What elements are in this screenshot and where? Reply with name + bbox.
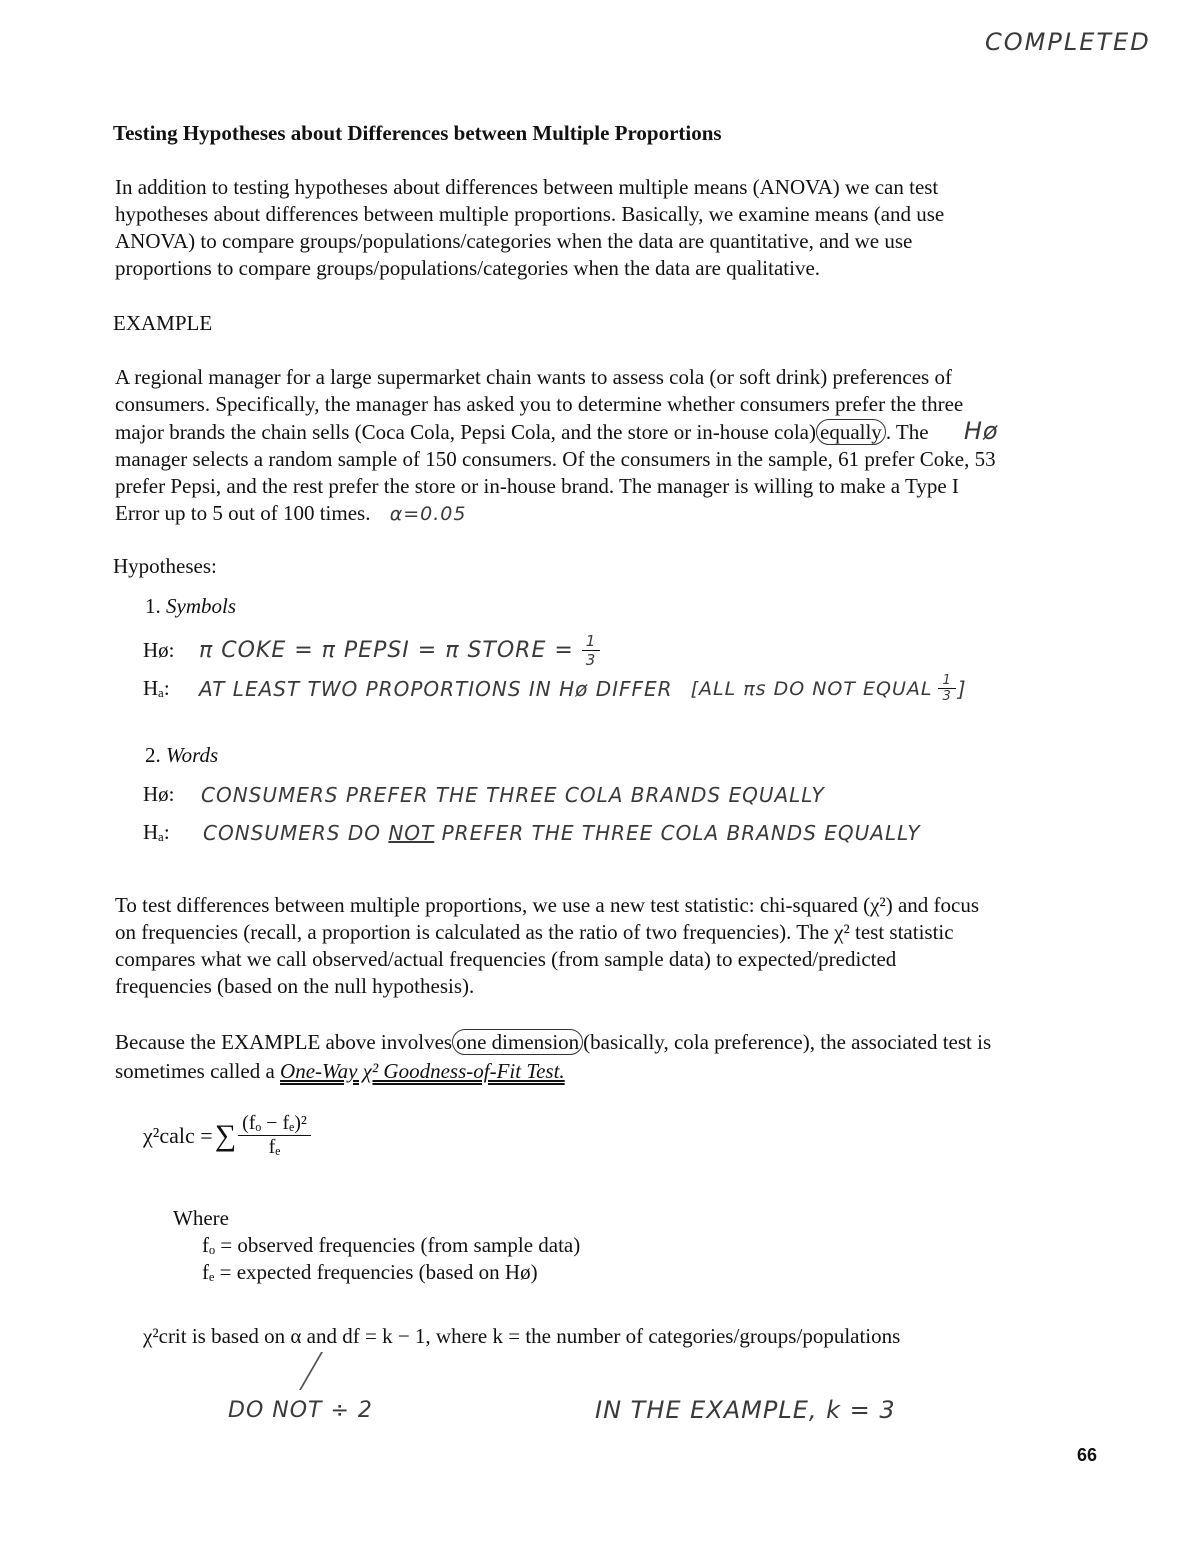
chi-squared-paragraph [115, 892, 1105, 1000]
chi-line: on frequencies (recall, a proportion is calculated as the ratio of two frequencies). The χ² test statistic [115, 920, 954, 944]
formula-denominator: fₑ [268, 1136, 281, 1158]
handwritten-do-not-divide: DO NOT ÷ 2 [228, 1398, 373, 1423]
intro-line: ANOVA) to compare groups/populations/categories when the data are quantitative, and we use [115, 229, 913, 253]
words-ha-row [143, 820, 921, 845]
fraction-denominator: 3 [942, 689, 952, 704]
fraction-numerator: 1 [582, 632, 601, 651]
where-label: Where [173, 1206, 229, 1230]
chi-line: compares what we call observed/actual frequencies (from sample data) to expected/predicted [115, 947, 897, 971]
handwritten-example-k: IN THE EXAMPLE, k = 3 [595, 1396, 896, 1424]
because-line [115, 1057, 1105, 1086]
words-label: Words [166, 743, 219, 767]
chi-crit-line: χ²crit is based on α and df = k − 1, where k = the number of categories/groups/populations [143, 1324, 901, 1348]
h0-symbols-handwritten: π COKE = π PEPSI = π STORE = [199, 638, 574, 663]
intro-line: In addition to testing hypotheses about differences between multiple means (ANOVA) we can test [115, 175, 939, 199]
chi-squared-formula [143, 1112, 311, 1159]
because-text: (basically, cola preference), the associated test is [583, 1030, 992, 1054]
example-line [115, 418, 1105, 446]
words-h0-row [143, 782, 825, 807]
formula-fraction [238, 1112, 311, 1159]
ha-symbols-handwritten: AT LEAST TWO PROPORTIONS IN Hø DIFFER [199, 676, 673, 701]
h0-label: Hø: [143, 638, 175, 662]
summation-symbol: ∑ [214, 1118, 237, 1152]
example-line: manager selects a random sample of 150 consumers. Of the consumers in the sample, 61 prefer Coke, 53 [115, 447, 996, 471]
symbols-number: 1. [145, 594, 161, 618]
example-paragraph [115, 364, 1105, 528]
completed-stamp: COMPLETED [985, 28, 1151, 56]
fe-definition: fₑ = expected frequencies (based on Hø) [202, 1260, 538, 1284]
ha-label: Hₐ: [143, 676, 170, 700]
example-line: A regional manager for a large supermarket chain wants to assess cola (or soft drink) preferences of [115, 365, 952, 389]
example-line: consumers. Specifically, the manager has asked you to determine whether consumers prefer the three [115, 392, 964, 416]
example-line [115, 500, 1105, 528]
symbols-label: Symbols [166, 594, 236, 618]
hypotheses-label: Hypotheses: [113, 554, 217, 578]
symbols-h0-row [143, 632, 600, 669]
words-number: 2. [145, 743, 161, 767]
ha-bracket-close: ] [957, 676, 967, 701]
because-line [115, 1028, 1105, 1057]
ha-label: Hₐ: [143, 820, 170, 844]
because-text: Because the EXAMPLE above involves [115, 1030, 453, 1054]
formula-lhs: χ²calc = [143, 1122, 213, 1148]
ha-bracket-note: [ALL πs DO NOT EQUAL [690, 677, 933, 700]
symbols-heading [145, 594, 236, 619]
example-line-text: . The [885, 420, 929, 444]
chi-line: To test differences between multiple proportions, we use a new test statistic: chi-squared (χ²) and focus [115, 893, 980, 917]
intro-paragraph [115, 174, 1105, 282]
handwritten-alpha-note: α=0.05 [389, 503, 467, 525]
h0-label: Hø: [143, 782, 175, 806]
ha-one-third-fraction [938, 673, 955, 704]
words-heading [145, 743, 218, 768]
because-paragraph [115, 1028, 1105, 1086]
circled-one-dimension: one dimension [452, 1029, 583, 1055]
ha-words-handwritten [203, 821, 921, 845]
because-text: sometimes called a [115, 1059, 281, 1083]
ha-words-pre: CONSUMERS DO [203, 820, 389, 845]
example-line-text: major brands the chain sells (Coca Cola, Pepsi Cola, and the store or in-house cola) [115, 420, 816, 444]
underlined-not: NOT [388, 820, 435, 845]
chi-line: frequencies (based on the null hypothesis). [115, 974, 475, 998]
example-line: prefer Pepsi, and the rest prefer the store or in-house brand. The manager is willing to make a Type I [115, 474, 959, 498]
fraction-denominator: 3 [585, 651, 597, 669]
symbols-ha-row [143, 673, 967, 704]
h0-words-handwritten: CONSUMERS PREFER THE THREE COLA BRANDS EQUALLY [201, 782, 825, 807]
handwritten-pointer-line [299, 1352, 347, 1390]
example-line-text: Error up to 5 out of 100 times. [115, 501, 371, 525]
formula-numerator: (fₒ − fₑ)² [238, 1112, 311, 1136]
intro-line: proportions to compare groups/populations/categories when the data are qualitative. [115, 256, 821, 280]
example-heading: EXAMPLE [113, 311, 213, 335]
ha-words-post: PREFER THE THREE COLA BRANDS EQUALLY [434, 820, 921, 845]
page-title: Testing Hypotheses about Differences between Multiple Proportions [113, 121, 722, 145]
handwritten-h0-note: Hø [963, 417, 999, 445]
fo-definition: fₒ = observed frequencies (from sample data) [202, 1233, 581, 1257]
circled-word-equally: equally [816, 419, 886, 445]
h0-one-third-fraction [582, 632, 601, 669]
fraction-numerator: 1 [938, 673, 955, 689]
intro-line: hypotheses about differences between multiple proportions. Basically, we examine means (and use [115, 202, 945, 226]
test-name-underlined: One-Way χ² Goodness-of-Fit Test. [280, 1059, 565, 1083]
page-number: 66 [1077, 1445, 1098, 1465]
